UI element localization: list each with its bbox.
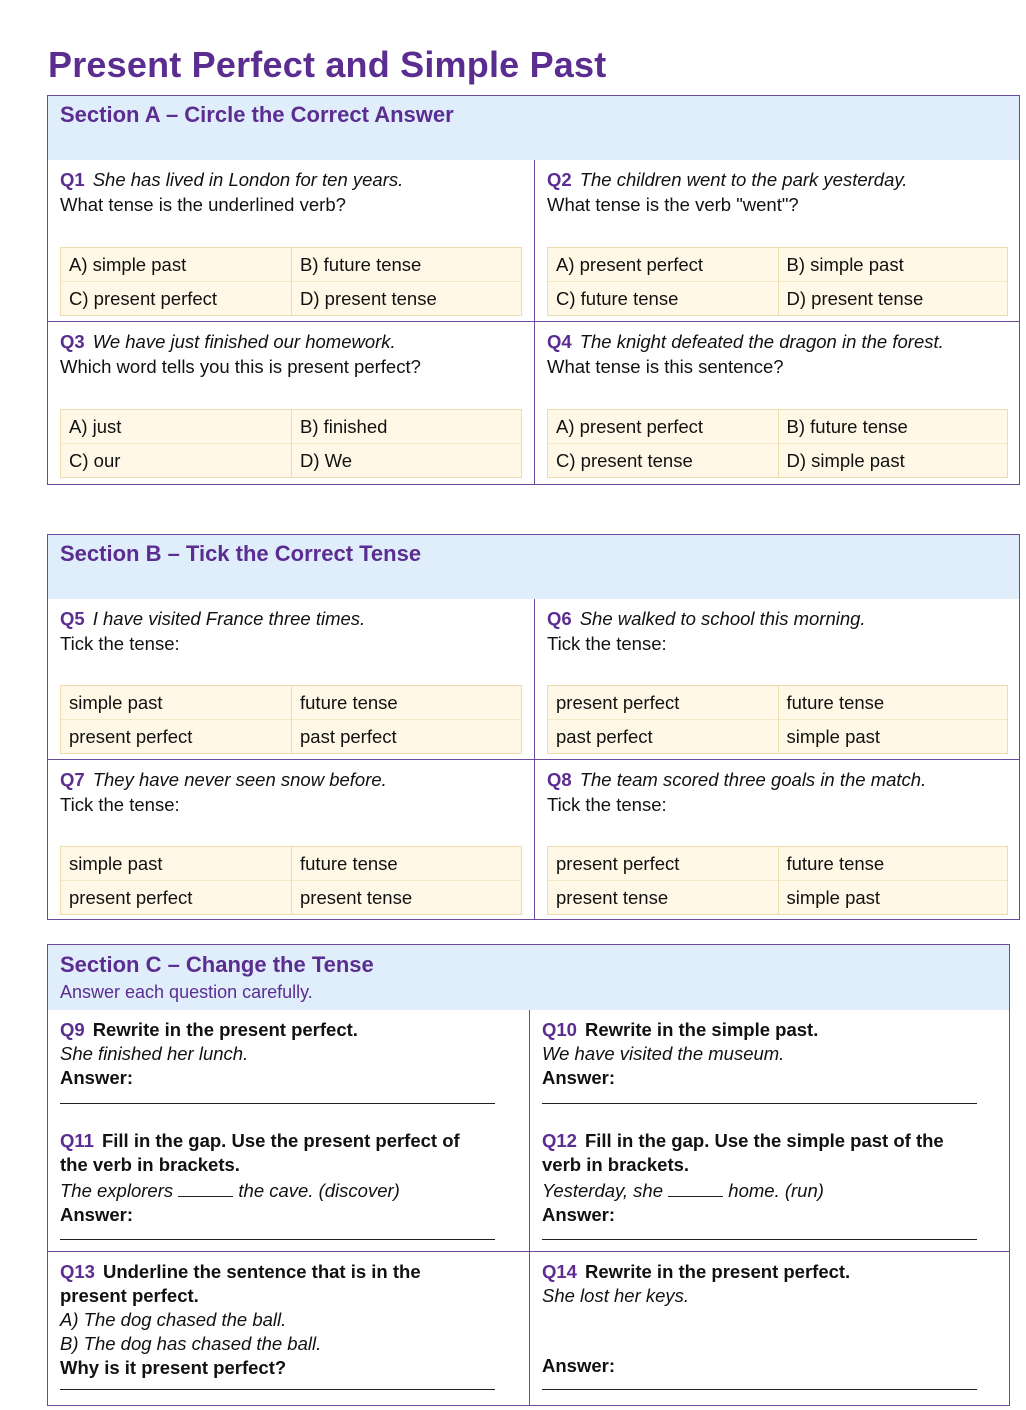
option[interactable]: C) future tense bbox=[548, 281, 778, 315]
question-q5 bbox=[48, 599, 534, 760]
options-box bbox=[60, 409, 522, 478]
why-prompt: Why is it present perfect? bbox=[60, 1357, 287, 1378]
question-instruction: Rewrite in the present perfect. bbox=[92, 1019, 358, 1040]
question-prompt: Tick the tense: bbox=[60, 633, 180, 654]
question-number: Q3 bbox=[60, 331, 85, 352]
question-sentence bbox=[60, 1179, 517, 1203]
question-sentence: They have never seen snow before. bbox=[92, 769, 387, 790]
option[interactable]: A) just bbox=[69, 416, 122, 437]
question-q10 bbox=[529, 1010, 1010, 1121]
question-instruction: Fill in the gap. Use the simple past of the bbox=[584, 1130, 944, 1151]
question-q14 bbox=[529, 1252, 1010, 1405]
question-q3 bbox=[48, 322, 534, 484]
question-prompt: Tick the tense: bbox=[60, 794, 180, 815]
option[interactable]: D) present tense bbox=[291, 281, 521, 315]
tick-option[interactable]: present perfect bbox=[556, 853, 680, 874]
question-instruction: Underline the sentence that is in the bbox=[102, 1261, 421, 1282]
question-number: Q8 bbox=[547, 769, 572, 790]
answer-label: Answer: bbox=[542, 1204, 615, 1225]
answer-line[interactable] bbox=[542, 1239, 977, 1240]
option[interactable]: C) present perfect bbox=[61, 281, 291, 315]
option[interactable]: B) future tense bbox=[778, 410, 1008, 443]
question-q11 bbox=[48, 1121, 529, 1252]
question-q4 bbox=[534, 322, 1020, 484]
question-instruction-cont: verb in brackets. bbox=[542, 1154, 690, 1175]
question-sentence: I have visited France three times. bbox=[92, 608, 366, 629]
section-c-header bbox=[48, 945, 1009, 1010]
section-a-title: Section A – Circle the Correct Answer bbox=[60, 102, 454, 127]
question-sentence: She has lived in London for ten years. bbox=[92, 169, 404, 190]
tick-option[interactable]: past perfect bbox=[291, 719, 521, 753]
sentence-option-b[interactable]: B) The dog has chased the ball. bbox=[60, 1333, 322, 1354]
section-c-title: Section C – Change the Tense bbox=[60, 952, 374, 977]
answer-line[interactable] bbox=[542, 1103, 977, 1104]
section-c-subtitle: Answer each question carefully. bbox=[60, 982, 313, 1002]
answer-label: Answer: bbox=[60, 1204, 133, 1225]
options-box bbox=[60, 247, 522, 316]
section-b-header bbox=[48, 535, 1019, 599]
question-number: Q7 bbox=[60, 769, 85, 790]
section-b-title: Section B – Tick the Correct Tense bbox=[60, 541, 422, 566]
question-prompt: What tense is this sentence? bbox=[547, 356, 784, 377]
tick-option[interactable]: future tense bbox=[778, 686, 1008, 719]
question-prompt: Which word tells you this is present perfect? bbox=[60, 356, 421, 377]
question-q2 bbox=[534, 160, 1020, 322]
question-number: Q5 bbox=[60, 608, 85, 629]
question-instruction-cont: the verb in brackets. bbox=[60, 1154, 240, 1175]
option[interactable]: B) finished bbox=[291, 410, 521, 443]
option[interactable]: B) future tense bbox=[291, 248, 521, 281]
question-prompt: What tense is the verb "went"? bbox=[547, 194, 799, 215]
question-q6 bbox=[534, 599, 1020, 760]
question-q12 bbox=[529, 1121, 1010, 1252]
question-instruction-cont: present perfect. bbox=[60, 1285, 199, 1306]
options-box bbox=[547, 409, 1008, 478]
question-number: Q10 bbox=[542, 1019, 577, 1040]
answer-label: Answer: bbox=[542, 1067, 615, 1088]
options-box bbox=[60, 846, 522, 915]
option[interactable]: C) our bbox=[61, 443, 291, 477]
question-sentence: We have visited the museum. bbox=[542, 1043, 785, 1064]
tick-option[interactable]: past perfect bbox=[548, 719, 778, 753]
question-sentence: The team scored three goals in the match. bbox=[579, 769, 927, 790]
question-sentence: She lost her keys. bbox=[542, 1285, 690, 1306]
question-number: Q11 bbox=[60, 1130, 94, 1151]
tick-option[interactable]: future tense bbox=[778, 847, 1008, 880]
tick-option[interactable]: simple past bbox=[778, 719, 1008, 753]
question-number: Q14 bbox=[542, 1261, 577, 1282]
tick-option[interactable]: present perfect bbox=[61, 719, 291, 753]
answer-line[interactable] bbox=[60, 1239, 495, 1240]
option[interactable]: A) simple past bbox=[69, 254, 187, 275]
sentence-after: the cave. (discover) bbox=[238, 1180, 400, 1201]
question-instruction: Rewrite in the present perfect. bbox=[584, 1261, 851, 1282]
answer-line[interactable] bbox=[60, 1103, 495, 1104]
options-box bbox=[60, 685, 522, 754]
question-instruction: Rewrite in the simple past. bbox=[584, 1019, 819, 1040]
options-box bbox=[547, 247, 1008, 316]
option[interactable]: A) present perfect bbox=[556, 416, 704, 437]
question-number: Q6 bbox=[547, 608, 572, 629]
question-instruction: Fill in the gap. Use the present perfect of bbox=[101, 1130, 460, 1151]
question-q8 bbox=[534, 760, 1020, 919]
question-q9 bbox=[48, 1010, 529, 1121]
option[interactable]: B) simple past bbox=[778, 248, 1008, 281]
tick-option[interactable]: simple past bbox=[69, 692, 163, 713]
answer-line[interactable] bbox=[60, 1389, 495, 1390]
sentence-after: home. (run) bbox=[728, 1180, 824, 1201]
tick-option[interactable]: present tense bbox=[548, 880, 778, 914]
sentence-option-a[interactable]: A) The dog chased the ball. bbox=[60, 1309, 287, 1330]
answer-line[interactable] bbox=[542, 1389, 977, 1390]
question-q1 bbox=[48, 160, 534, 322]
section-c bbox=[47, 944, 1010, 1406]
question-prompt: What tense is the underlined verb? bbox=[60, 194, 346, 215]
section-a-header bbox=[48, 96, 1019, 160]
question-prompt: Tick the tense: bbox=[547, 794, 667, 815]
tick-option[interactable]: present perfect bbox=[61, 880, 291, 914]
option[interactable]: D) We bbox=[291, 443, 521, 477]
question-sentence: We have just finished our homework. bbox=[92, 331, 396, 352]
tick-option[interactable]: future tense bbox=[291, 686, 521, 719]
question-sentence: She walked to school this morning. bbox=[579, 608, 866, 629]
tick-option[interactable]: future tense bbox=[291, 847, 521, 880]
question-prompt: Tick the tense: bbox=[547, 633, 667, 654]
answer-label: Answer: bbox=[542, 1355, 615, 1376]
options-box bbox=[547, 685, 1008, 754]
question-number: Q13 bbox=[60, 1261, 95, 1282]
tick-option[interactable]: simple past bbox=[69, 853, 163, 874]
option[interactable]: A) present perfect bbox=[556, 254, 704, 275]
option[interactable]: D) present tense bbox=[778, 281, 1008, 315]
tick-option[interactable]: present tense bbox=[291, 880, 521, 914]
question-number: Q4 bbox=[547, 331, 572, 352]
question-q7 bbox=[48, 760, 534, 919]
question-sentence bbox=[542, 1179, 998, 1203]
option[interactable]: D) simple past bbox=[778, 443, 1008, 477]
sentence-before: The explorers bbox=[60, 1180, 174, 1201]
question-number: Q9 bbox=[60, 1019, 85, 1040]
blank-gap[interactable] bbox=[178, 1180, 233, 1197]
page-title: Present Perfect and Simple Past bbox=[48, 44, 607, 85]
question-sentence: The knight defeated the dragon in the forest. bbox=[579, 331, 944, 352]
options-box bbox=[547, 846, 1008, 915]
blank-gap[interactable] bbox=[668, 1180, 723, 1197]
section-b bbox=[47, 534, 1020, 920]
sentence-before: Yesterday, she bbox=[542, 1180, 664, 1201]
question-number: Q1 bbox=[60, 169, 85, 190]
tick-option[interactable]: present perfect bbox=[556, 692, 680, 713]
section-a bbox=[47, 95, 1020, 485]
question-sentence: The children went to the park yesterday. bbox=[579, 169, 908, 190]
question-q13 bbox=[48, 1252, 529, 1405]
question-number: Q12 bbox=[542, 1130, 577, 1151]
question-sentence: She finished her lunch. bbox=[60, 1043, 249, 1064]
question-number: Q2 bbox=[547, 169, 572, 190]
option[interactable]: C) present tense bbox=[548, 443, 778, 477]
tick-option[interactable]: simple past bbox=[778, 880, 1008, 914]
answer-label: Answer: bbox=[60, 1067, 133, 1088]
